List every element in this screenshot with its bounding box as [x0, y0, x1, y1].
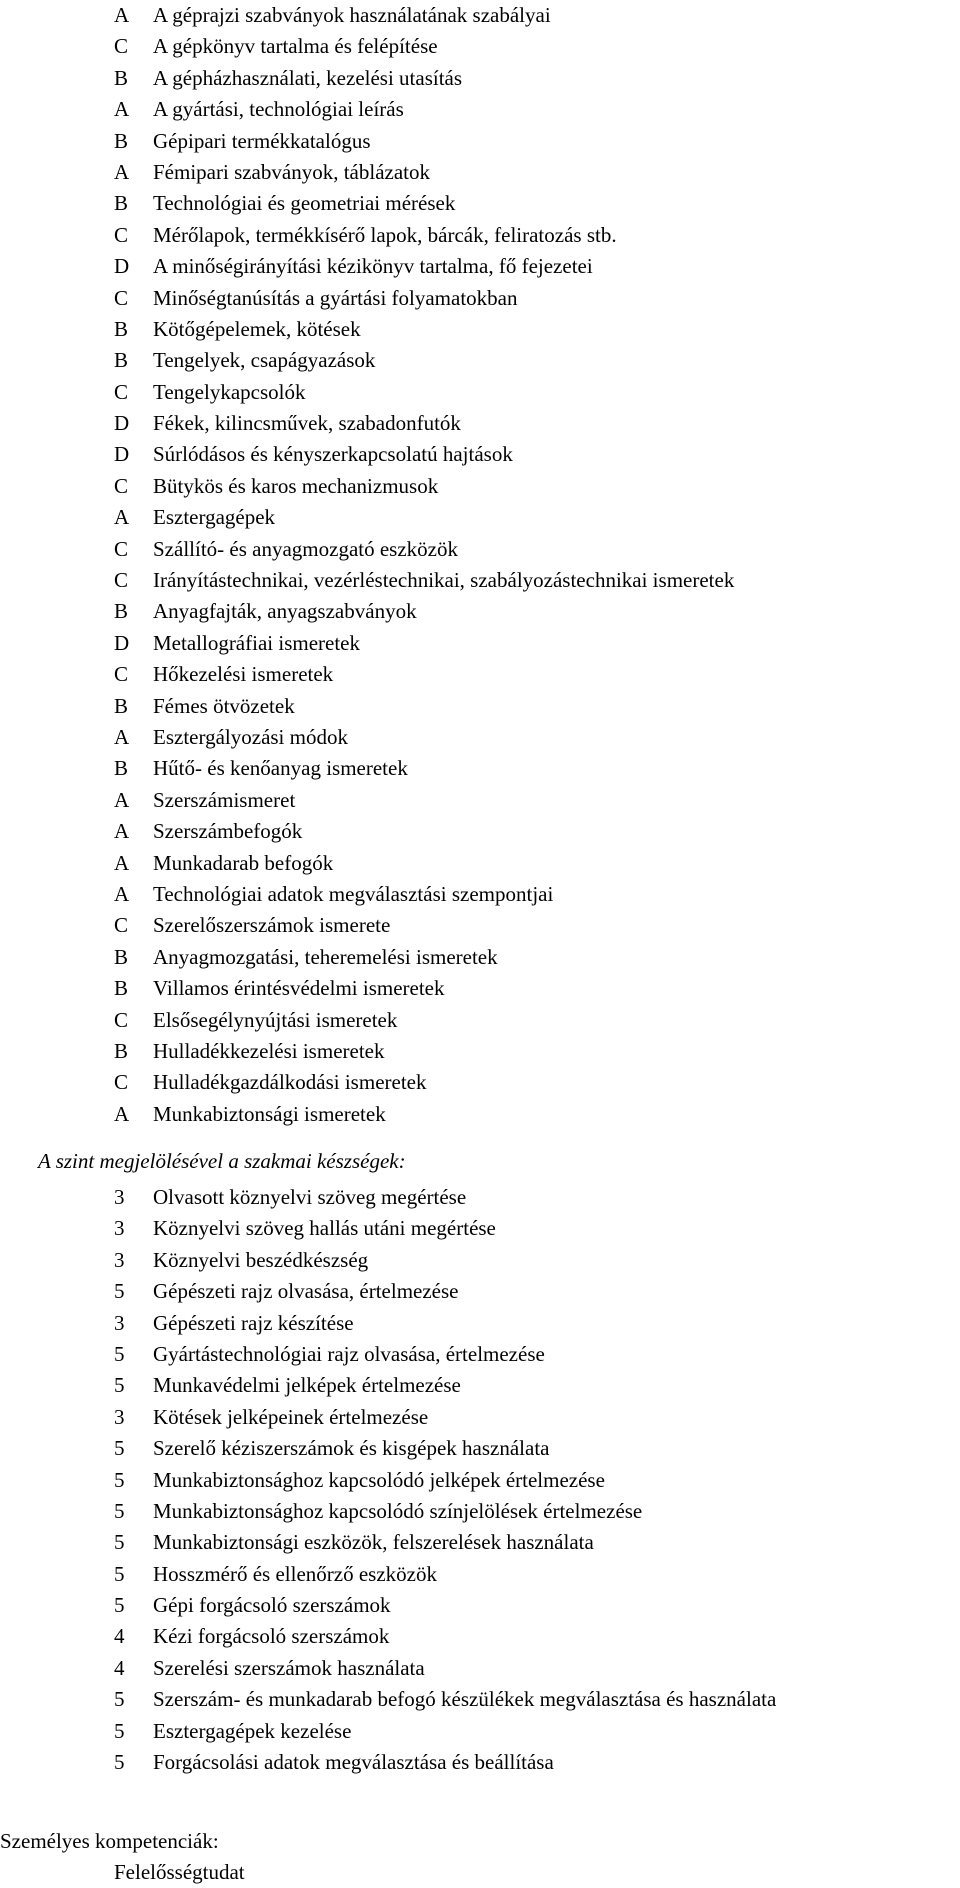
- knowledge-item: [114, 502, 734, 533]
- knowledge-item: [114, 0, 734, 31]
- skill-item: [114, 1370, 776, 1401]
- level-code: A: [114, 159, 130, 184]
- item-text: Gépipari termékkatalógus: [153, 128, 371, 153]
- item-text: Hőkezelési ismeretek: [153, 662, 334, 687]
- item-text: A gyártási, technológiai leírás: [153, 97, 404, 122]
- item-text: Fémes ötvözetek: [153, 693, 295, 718]
- level-code: A: [114, 850, 130, 875]
- level-code: C: [114, 568, 129, 593]
- item-text: A gépházhasználati, kezelési utasítás: [153, 65, 463, 90]
- skill-item: [114, 1276, 776, 1307]
- item-text: Súrlódásos és kényszerkapcsolatú hajtások: [153, 442, 513, 467]
- knowledge-item: [114, 345, 734, 376]
- item-text: Villamos érintésvédelmi ismeretek: [153, 976, 445, 1001]
- knowledge-item: [114, 628, 734, 659]
- skill-item: [114, 1621, 776, 1652]
- item-text: Szerelőszerszámok ismerete: [153, 913, 391, 938]
- level-code: C: [114, 913, 129, 938]
- level-code: 3: [114, 1404, 125, 1429]
- level-code: 5: [114, 1279, 125, 1304]
- knowledge-item: [114, 722, 734, 753]
- item-text: Szerelő kéziszerszámok és kisgépek használata: [153, 1436, 550, 1461]
- item-text: Tengelyek, csapágyazások: [153, 348, 376, 373]
- item-text: Metallográfiai ismeretek: [153, 630, 360, 655]
- knowledge-item: [114, 283, 734, 314]
- knowledge-item: [114, 691, 734, 722]
- item-text: Kötőgépelemek, kötések: [153, 316, 361, 341]
- level-code: 3: [114, 1247, 125, 1272]
- skills-list: [114, 1182, 776, 1778]
- level-code: 5: [114, 1750, 125, 1775]
- level-code: C: [114, 1070, 129, 1095]
- item-text: Szerelési szerszámok használata: [153, 1655, 425, 1680]
- level-code: 3: [114, 1185, 125, 1209]
- item-text: Munkabiztonsághoz kapcsolódó jelképek értelmezése: [153, 1467, 605, 1492]
- skill-item: [114, 1245, 776, 1276]
- knowledge-item: [114, 157, 734, 188]
- item-text: Szerszámbefogók: [153, 819, 303, 844]
- level-code: 5: [114, 1373, 125, 1398]
- item-text: Anyagfajták, anyagszabványok: [153, 599, 417, 624]
- knowledge-item: [114, 220, 734, 251]
- level-code: 5: [114, 1561, 125, 1586]
- competencies-heading: Személyes kompetenciák:: [0, 1829, 219, 1853]
- knowledge-item: [114, 753, 734, 784]
- level-code: 5: [114, 1436, 125, 1461]
- item-text: Kötések jelképeinek értelmezése: [153, 1404, 429, 1429]
- level-code: C: [114, 473, 129, 498]
- level-code: A: [114, 787, 130, 812]
- level-code: B: [114, 191, 129, 216]
- knowledge-item: [114, 126, 734, 157]
- item-text: Bütykös és karos mechanizmusok: [153, 473, 439, 498]
- item-text: Hulladékkezelési ismeretek: [153, 1038, 385, 1063]
- item-text: Elsősegélynyújtási ismeretek: [153, 1007, 398, 1032]
- level-code: A: [114, 3, 130, 27]
- knowledge-item: [114, 251, 734, 282]
- skill-item: [114, 1339, 776, 1370]
- knowledge-item: [114, 910, 734, 941]
- level-code: D: [114, 411, 130, 436]
- item-text: Szállító- és anyagmozgató eszközök: [153, 536, 458, 561]
- level-code: C: [114, 379, 129, 404]
- level-code: A: [114, 97, 130, 122]
- knowledge-item: [114, 314, 734, 345]
- level-code: 5: [114, 1718, 125, 1743]
- skills-heading: A szint megjelölésével a szakmai készségek:: [38, 1149, 406, 1173]
- level-code: D: [114, 442, 130, 467]
- level-code: C: [114, 1007, 129, 1032]
- level-code: A: [114, 881, 130, 906]
- level-code: C: [114, 222, 129, 247]
- skill-item: [114, 1182, 776, 1213]
- level-code: D: [114, 630, 130, 655]
- level-code: C: [114, 662, 129, 687]
- item-text: Hűtő- és kenőanyag ismeretek: [153, 756, 408, 781]
- item-text: Köznyelvi beszédkészség: [153, 1247, 369, 1272]
- item-text: Szerszám- és munkadarab befogó készülékek megválasztása és használata: [153, 1687, 777, 1712]
- level-code: 3: [114, 1310, 125, 1335]
- item-text: Technológiai és geometriai mérések: [153, 191, 456, 216]
- level-code: C: [114, 285, 129, 310]
- level-code: 5: [114, 1498, 125, 1523]
- item-text: Hulladékgazdálkodási ismeretek: [153, 1070, 427, 1095]
- skill-item: [114, 1496, 776, 1527]
- item-text: Irányítástechnikai, vezérléstechnikai, szabályozástechnikai ismeretek: [153, 568, 735, 593]
- level-code: 4: [114, 1655, 125, 1680]
- item-text: Anyagmozgatási, teheremelési ismeretek: [153, 944, 498, 969]
- knowledge-item: [114, 879, 734, 910]
- skill-item: [114, 1684, 776, 1715]
- knowledge-item: [114, 942, 734, 973]
- knowledge-item: [114, 785, 734, 816]
- knowledge-item: [114, 408, 734, 439]
- item-text: Esztergagépek: [153, 505, 276, 530]
- skill-item: [114, 1590, 776, 1621]
- item-text: A gépkönyv tartalma és felépítése: [153, 34, 438, 59]
- knowledge-list: [114, 0, 734, 1130]
- level-code: C: [114, 536, 129, 561]
- item-text: Munkabiztonsághoz kapcsolódó színjelölések értelmezése: [153, 1498, 643, 1523]
- level-code: B: [114, 65, 129, 90]
- skill-item: [114, 1747, 776, 1778]
- level-code: A: [114, 1101, 130, 1126]
- knowledge-item: [114, 31, 734, 62]
- skill-item: [114, 1559, 776, 1590]
- item-text: Hosszmérő és ellenőrző eszközök: [153, 1561, 437, 1586]
- knowledge-item: [114, 471, 734, 502]
- knowledge-item: [114, 377, 734, 408]
- level-code: B: [114, 128, 129, 153]
- item-text: Szerszámismeret: [153, 787, 296, 812]
- skill-item: [114, 1213, 776, 1244]
- level-code: B: [114, 599, 129, 624]
- knowledge-item: [114, 659, 734, 690]
- knowledge-item: [114, 1036, 734, 1067]
- level-code: D: [114, 254, 130, 279]
- knowledge-item: [114, 188, 734, 219]
- level-code: 5: [114, 1341, 125, 1366]
- item-text: Gépészeti rajz készítése: [153, 1310, 354, 1335]
- item-text: Technológiai adatok megválasztási szempontjai: [153, 881, 554, 906]
- skill-item: [114, 1402, 776, 1433]
- level-code: B: [114, 756, 129, 781]
- skill-item: [114, 1308, 776, 1339]
- competency-item: Felelősségtudat: [114, 1860, 245, 1884]
- level-code: C: [114, 34, 129, 59]
- level-code: 5: [114, 1593, 125, 1618]
- level-code: 3: [114, 1216, 125, 1241]
- item-text: Gépészeti rajz olvasása, értelmezése: [153, 1279, 459, 1304]
- item-text: A minőségirányítási kézikönyv tartalma, fő fejezetei: [153, 254, 593, 279]
- item-text: Munkabiztonsági eszközök, felszerelések használata: [153, 1530, 594, 1555]
- item-text: Gépi forgácsoló szerszámok: [153, 1593, 391, 1618]
- item-text: Munkavédelmi jelképek értelmezése: [153, 1373, 461, 1398]
- level-code: A: [114, 724, 130, 749]
- level-code: 5: [114, 1687, 125, 1712]
- knowledge-item: [114, 973, 734, 1004]
- item-text: Munkabiztonsági ismeretek: [153, 1101, 386, 1126]
- item-text: Esztergagépek kezelése: [153, 1718, 352, 1743]
- level-code: A: [114, 819, 130, 844]
- item-text: Forgácsolási adatok megválasztása és beállítása: [153, 1750, 554, 1775]
- item-text: Olvasott köznyelvi szöveg megértése: [153, 1185, 467, 1209]
- knowledge-item: [114, 63, 734, 94]
- item-text: Kézi forgácsoló szerszámok: [153, 1624, 390, 1649]
- level-code: 5: [114, 1467, 125, 1492]
- level-code: B: [114, 693, 129, 718]
- item-text: A géprajzi szabványok használatának szabályai: [153, 3, 551, 27]
- item-text: Tengelykapcsolók: [153, 379, 306, 404]
- item-text: Minőségtanúsítás a gyártási folyamatokban: [153, 285, 518, 310]
- knowledge-item: [114, 534, 734, 565]
- knowledge-item: [114, 1005, 734, 1036]
- knowledge-item: [114, 1099, 734, 1130]
- level-code: B: [114, 348, 129, 373]
- knowledge-item: [114, 848, 734, 879]
- item-text: Fékek, kilincsművek, szabadonfutók: [153, 411, 461, 436]
- level-code: B: [114, 316, 129, 341]
- level-code: 4: [114, 1624, 125, 1649]
- knowledge-item: [114, 1067, 734, 1098]
- knowledge-item: [114, 565, 734, 596]
- knowledge-item: [114, 439, 734, 470]
- skill-item: [114, 1465, 776, 1496]
- skill-item: [114, 1653, 776, 1684]
- level-code: 5: [114, 1530, 125, 1555]
- item-text: Köznyelvi szöveg hallás utáni megértése: [153, 1216, 496, 1241]
- skill-item: [114, 1433, 776, 1464]
- item-text: Gyártástechnológiai rajz olvasása, értelmezése: [153, 1341, 545, 1366]
- level-code: B: [114, 944, 129, 969]
- level-code: B: [114, 976, 129, 1001]
- knowledge-item: [114, 596, 734, 627]
- item-text: Mérőlapok, termékkísérő lapok, bárcák, feliratozás stb.: [153, 222, 617, 247]
- item-text: Fémipari szabványok, táblázatok: [153, 159, 430, 184]
- item-text: Esztergályozási módok: [153, 724, 348, 749]
- level-code: B: [114, 1038, 129, 1063]
- level-code: A: [114, 505, 130, 530]
- item-text: Munkadarab befogók: [153, 850, 334, 875]
- knowledge-item: [114, 94, 734, 125]
- skill-item: [114, 1527, 776, 1558]
- skill-item: [114, 1716, 776, 1747]
- knowledge-item: [114, 816, 734, 847]
